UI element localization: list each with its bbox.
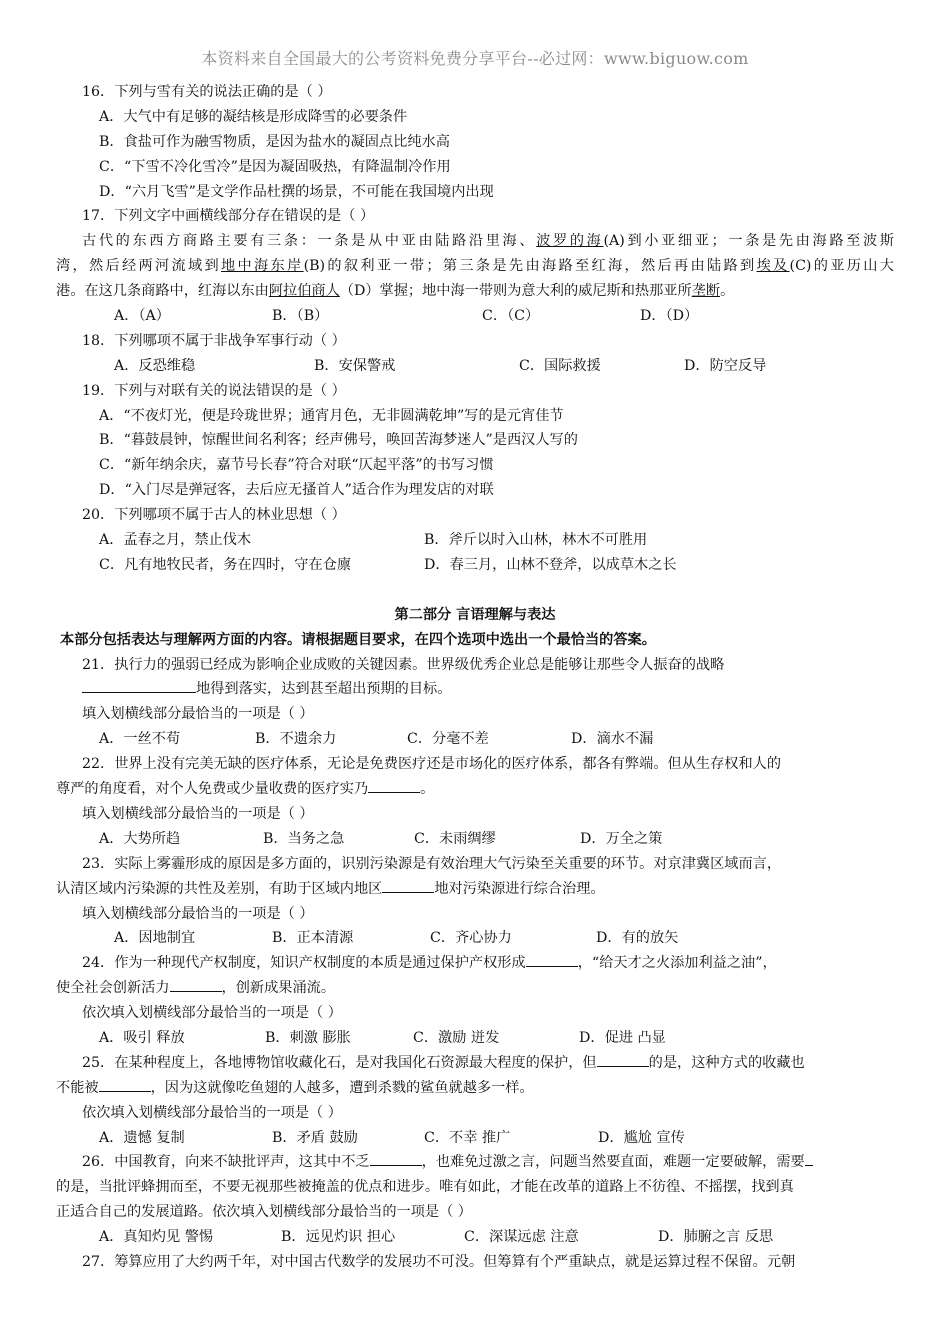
q26-line3: 正适合自己的发展道路。依次填入划横线部分最恰当的一项是（ ）	[56, 1204, 472, 1221]
q23-prompt: 填入划横线部分最恰当的一项是（ ）	[82, 905, 314, 922]
q18-option-c: C．国际救援	[519, 357, 601, 374]
q25-line2: 不能被 ，因为这就像吃鱼翅的人越多，遭到杀戮的鲨鱼就越多一样。	[56, 1076, 894, 1101]
q20-options-row2	[56, 553, 894, 578]
q23-options	[56, 926, 894, 951]
q19-stem: 19．下列与对联有关的说法错误的是（ ）	[82, 382, 346, 399]
q19-option-a: A．“不夜灯光，便是玲珑世界；通宵月色，无非圆满乾坤”写的是元宵佳节	[99, 407, 564, 424]
q22-option-b: B．当务之急	[263, 830, 345, 847]
q25-options	[56, 1126, 894, 1151]
q18-stem: 18．下列哪项不属于非战争军事行动（ ）	[82, 332, 346, 349]
q20-option-b: B．斧斤以时入山林，林木不可胜用	[424, 532, 648, 549]
q16-option-a: A．大气中有足够的凝结核是形成降雪的必要条件	[99, 108, 408, 125]
q17-underline-b: 地中海东岸	[221, 258, 304, 275]
q23-option-b: B．正本清源	[272, 930, 354, 947]
q22-blank	[368, 778, 420, 793]
q17-underline-e: 垄断	[691, 283, 721, 300]
q21-prompt: 填入划横线部分最恰当的一项是（ ）	[82, 706, 314, 723]
q24-prompt: 依次填入划横线部分最恰当的一项是（ ）	[82, 1005, 342, 1022]
q22-prompt: 填入划横线部分最恰当的一项是（ ）	[82, 805, 314, 822]
q16-option-d: D．“六月飞雪”是文学作品杜撰的场景，不可能在我国境内出现	[99, 183, 494, 200]
q24-option-c: C．激励 迸发	[413, 1029, 500, 1046]
q17-underline-c: 埃及	[756, 258, 790, 275]
q24-option-b: B．刺激 膨胀	[265, 1029, 351, 1046]
q23-line1: 23．实际上雾霾形成的原因是多方面的，识别污染源是有效治理大气污染至关重要的环节。对京津冀区域而言，	[82, 855, 782, 872]
q24-line1: 24．作为一种现代产权制度，知识产权制度的本质是通过保护产权形成 ，“给天才之火添加利益之油”，	[56, 951, 894, 976]
q17-option-d: D．（D）	[640, 308, 699, 325]
q18-option-a: A．反恐维稳	[114, 357, 196, 374]
q26-options	[56, 1225, 894, 1250]
q26-line1: 26．中国教育，向来不缺批评声，这其中不乏 ，也难免过激之言，问题当然要直面，难题一定要破解，需要	[56, 1150, 894, 1175]
q22-option-c: C．未雨绸缪	[414, 830, 496, 847]
section-title: 第二部分 言语理解与表达	[394, 606, 556, 623]
q19-option-b: B．“暮鼓晨钟，惊醒世间名利客；经声佛号，唤回苦海梦迷人”是西汉人写的	[99, 432, 578, 449]
q19-option-c: C．“新年纳余庆，嘉节号长春”符合对联“仄起平落”的书写习惯	[99, 457, 494, 474]
q20-options-row1	[56, 528, 894, 553]
q23-option-a: A．因地制宜	[114, 930, 196, 947]
q17-stem: 17．下列文字中画横线部分存在错误的是（ ）	[82, 208, 375, 225]
q25-option-b: B．矛盾 鼓励	[272, 1129, 358, 1146]
q24-option-a: A．吸引 释放	[99, 1029, 185, 1046]
q19-option-d: D．“入门尽是弹冠客，去后应无搔首人”适合作为理发店的对联	[99, 482, 494, 499]
q26-option-c: C．深谋远虑 注意	[464, 1229, 579, 1246]
q18-option-b: B．安保警戒	[314, 357, 396, 374]
q21-line2: 地得到落实，达到甚至超出预期的目标。	[56, 677, 894, 702]
q16-stem: 16．下列与雪有关的说法正确的是（ ）	[82, 84, 332, 100]
q23-option-c: C．齐心协力	[430, 930, 512, 947]
q26-option-b: B．远见灼识 担心	[281, 1229, 396, 1246]
q24-blank-2	[170, 977, 222, 992]
document-body	[56, 80, 894, 1275]
q20-option-c: C．凡有地牧民者，务在四时，守在仓廪	[99, 556, 352, 573]
q16-option-b: B．食盐可作为融雪物质，是因为盐水的凝固点比纯水高	[99, 133, 450, 150]
q17-passage-line2: 湾，然后经两河流域到地中海东岸(B)的叙利亚一带；第三条是先由海路至红海，然后再由陆路到埃及(C)的亚历山大	[56, 258, 894, 275]
q17-option-c: C．（C）	[482, 308, 540, 325]
watermark: 本资料来自全国最大的公考资料免费分享平台--必过网：www.biguow.com	[201, 49, 749, 68]
q17-underline-d: 阿拉伯商人	[268, 283, 340, 300]
q17-passage-line1: 古代的东西方商路主要有三条：一条是从中亚由陆路沿里海、波罗的海(A)到小亚细亚；一条是先由海路至波斯	[82, 233, 894, 250]
q22-line2: 尊严的角度看，对个人免费或少量收费的医疗实乃 。	[56, 777, 894, 802]
q16-option-c: C．“下雪不冷化雪冷”是因为凝固吸热，有降温制冷作用	[99, 158, 451, 175]
q26-option-d: D．肺腑之言 反思	[658, 1229, 774, 1246]
q20-option-a: A．孟春之月，禁止伐木	[99, 532, 252, 549]
q26-blank-2	[805, 1151, 813, 1166]
q17-option-a: A．（A）	[114, 308, 170, 325]
q18-options	[56, 354, 894, 379]
q21-blank	[82, 678, 196, 693]
q20-option-d: D．春三月，山林不登斧，以成草木之长	[424, 556, 677, 573]
q21-option-b: B．不遗余力	[255, 731, 337, 748]
q22-option-d: D．万全之策	[580, 830, 663, 847]
q23-line2: 认清区域内污染源的共性及差别，有助于区域内地区 地对污染源进行综合治理。	[56, 877, 894, 902]
q23-blank	[382, 878, 434, 893]
q26-option-a: A．真知灼见 警惕	[99, 1229, 214, 1246]
q21-options	[56, 727, 894, 752]
q20-stem: 20．下列哪项不属于古人的林业思想（ ）	[82, 507, 346, 524]
q21-option-a: A．一丝不苟	[99, 731, 181, 748]
q23-option-d: D．有的放矢	[596, 930, 679, 947]
q26-blank-1	[370, 1151, 422, 1166]
q18-option-d: D．防空反导	[684, 357, 767, 374]
q21-option-d: D．滴水不漏	[571, 731, 654, 748]
q17-options	[56, 304, 894, 329]
q26-line2: 的是，当批评蜂拥而至，不要无视那些被掩盖的优点和进步。唯有如此，才能在改革的道路上不彷徨、不摇摆，找到真	[56, 1179, 794, 1196]
q25-option-a: A．遗憾 复制	[99, 1129, 185, 1146]
q22-option-a: A．大势所趋	[99, 830, 181, 847]
section-intro: 本部分包括表达与理解两方面的内容。请根据题目要求，在四个选项中选出一个最恰当的答案。	[60, 631, 656, 648]
q21-option-c: C．分毫不差	[407, 731, 489, 748]
q17-passage-line3: 港。在这几条商路中，红海以东由阿拉伯商人（D）掌握；地中海一带则为意大利的威尼斯和热那亚所垄断。	[56, 283, 735, 300]
q24-option-d: D．促进 凸显	[579, 1029, 666, 1046]
q25-blank-1	[597, 1052, 649, 1067]
q24-line2: 使全社会创新活力 ，创新成果涌流。	[56, 976, 894, 1001]
q24-options	[56, 1026, 894, 1051]
q25-option-d: D．尴尬 宣传	[598, 1129, 685, 1146]
q17-underline-a: 波罗的海	[536, 233, 604, 250]
q24-blank-1	[526, 952, 578, 967]
q22-options	[56, 827, 894, 852]
q22-line1: 22．世界上没有完美无缺的医疗体系，无论是免费医疗还是市场化的医疗体系，都各有弊端。但从生存权和人的	[82, 756, 782, 773]
q17-option-b: B．（B）	[272, 308, 329, 325]
q21-line1: 21．执行力的强弱已经成为影响企业成败的关键因素。世界级优秀企业总是能够让那些令人振奋的战略	[82, 656, 725, 673]
q25-option-c: C．不幸 推广	[424, 1129, 511, 1146]
q25-line1: 25．在某种程度上，各地博物馆收藏化石，是对我国化石资源最大程度的保护，但 的是，这种方式的收藏也	[56, 1051, 894, 1076]
q25-prompt: 依次填入划横线部分最恰当的一项是（ ）	[82, 1104, 342, 1121]
q25-blank-2	[99, 1077, 151, 1092]
q27-line1: 27．筹算应用了大约两千年，对中国古代数学的发展功不可没。但筹算有个严重缺点，就是运算过程不保留。元朝	[82, 1253, 796, 1270]
